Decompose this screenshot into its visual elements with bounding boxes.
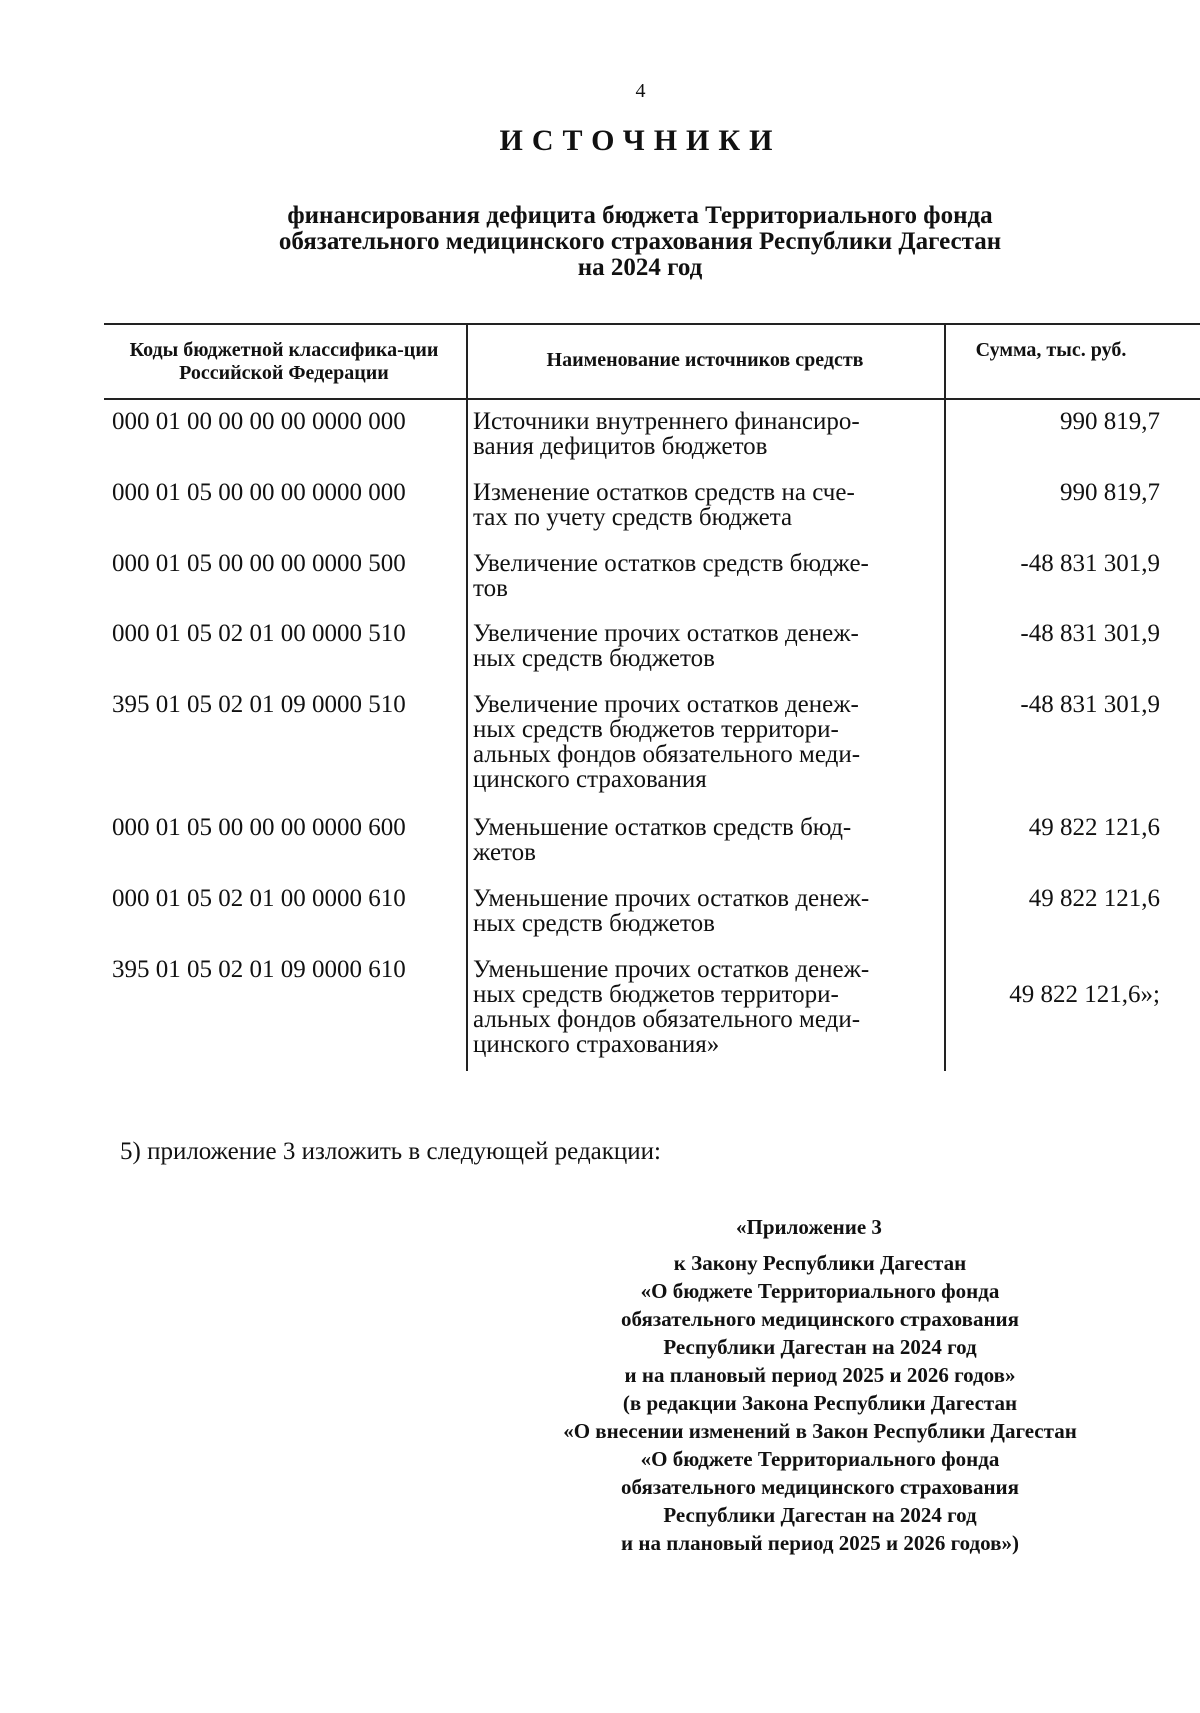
document-subtitle — [190, 203, 1090, 281]
document-title: ИСТОЧНИКИ — [499, 124, 782, 157]
row-sum: 49 822 121,6 — [1028, 814, 1160, 841]
row-name: Уменьшение прочих остатков денеж- ных средств бюджетов — [473, 885, 870, 937]
row-sum: -48 831 301,9 — [1020, 620, 1160, 647]
subtitle-line: финансирования дефицита бюджета Территориального фонда — [287, 202, 993, 229]
row-code: 000 01 05 00 00 00 0000 500 — [112, 550, 406, 577]
table-header-rule — [104, 398, 1200, 400]
appendix-title: «Приложение 3 — [736, 1215, 882, 1239]
row-name: Источники внутреннего финансиро- вания дефицитов бюджетов — [473, 408, 860, 460]
row-code: 000 01 05 00 00 00 0000 600 — [112, 814, 406, 841]
row-code: 395 01 05 02 01 09 0000 610 — [112, 956, 406, 983]
row-sum: -48 831 301,9 — [1020, 691, 1160, 718]
column-divider — [466, 324, 468, 1071]
row-name: Увеличение прочих остатков денеж- ных средств бюджетов территори- альных фондов обязательного меди- цинского страхования — [473, 691, 861, 793]
row-sum: 990 819,7 — [1060, 408, 1160, 435]
header-code: Коды бюджетной классифика-ции Российской Федерации — [129, 339, 439, 384]
header-name: Наименование источников средств — [546, 349, 864, 371]
row-code: 000 01 05 02 01 00 0000 510 — [112, 620, 406, 647]
row-sum: 49 822 121,6 — [1028, 885, 1160, 912]
row-name: Уменьшение прочих остатков денеж- ных средств бюджетов территори- альных фондов обязательного меди- цинского страхования» — [473, 956, 870, 1058]
table-top-rule — [104, 323, 1200, 325]
row-name: Уменьшение остатков средств бюд- жетов — [473, 814, 852, 866]
row-name: Изменение остатков средств на сче- тах по учету средств бюджета — [473, 479, 855, 531]
row-code: 000 01 05 02 01 00 0000 610 — [112, 885, 406, 912]
row-sum: 49 822 121,6»; — [1009, 981, 1160, 1008]
column-divider — [944, 324, 946, 1071]
amendment-paragraph: 5) приложение 3 изложить в следующей редакции: — [120, 1138, 661, 1165]
row-sum: 990 819,7 — [1060, 479, 1160, 506]
row-name: Увеличение остатков средств бюдже- тов — [473, 550, 869, 602]
row-name: Увеличение прочих остатков денеж- ных средств бюджетов — [473, 620, 859, 672]
subtitle-line: на 2024 год — [577, 254, 703, 281]
row-code: 000 01 00 00 00 00 0000 000 — [112, 408, 406, 435]
row-sum: -48 831 301,9 — [1020, 550, 1160, 577]
row-code: 000 01 05 00 00 00 0000 000 — [112, 479, 406, 506]
page-number: 4 — [635, 80, 646, 102]
appendix-reference: к Закону Республики Дагестан «О бюджете Территориального фонда обязательного медицинского страхования Республики Дагестан на 2024 год и на плановый период 2025 и 2026 годов» (в редакции Закона Республики Дагестан «О внесении изменений в Закон Республики Дагестан «О бюджете Территориального фонда обязательного медицинского страхования Республики Дагестан на 2024 год и на плановый период 2025 и 2026 годов») — [563, 1251, 1077, 1555]
row-code: 395 01 05 02 01 09 0000 510 — [112, 691, 406, 718]
header-sum: Сумма, тыс. руб. — [975, 339, 1127, 361]
subtitle-line: обязательного медицинского страхования Республики Дагестан — [278, 228, 1002, 255]
